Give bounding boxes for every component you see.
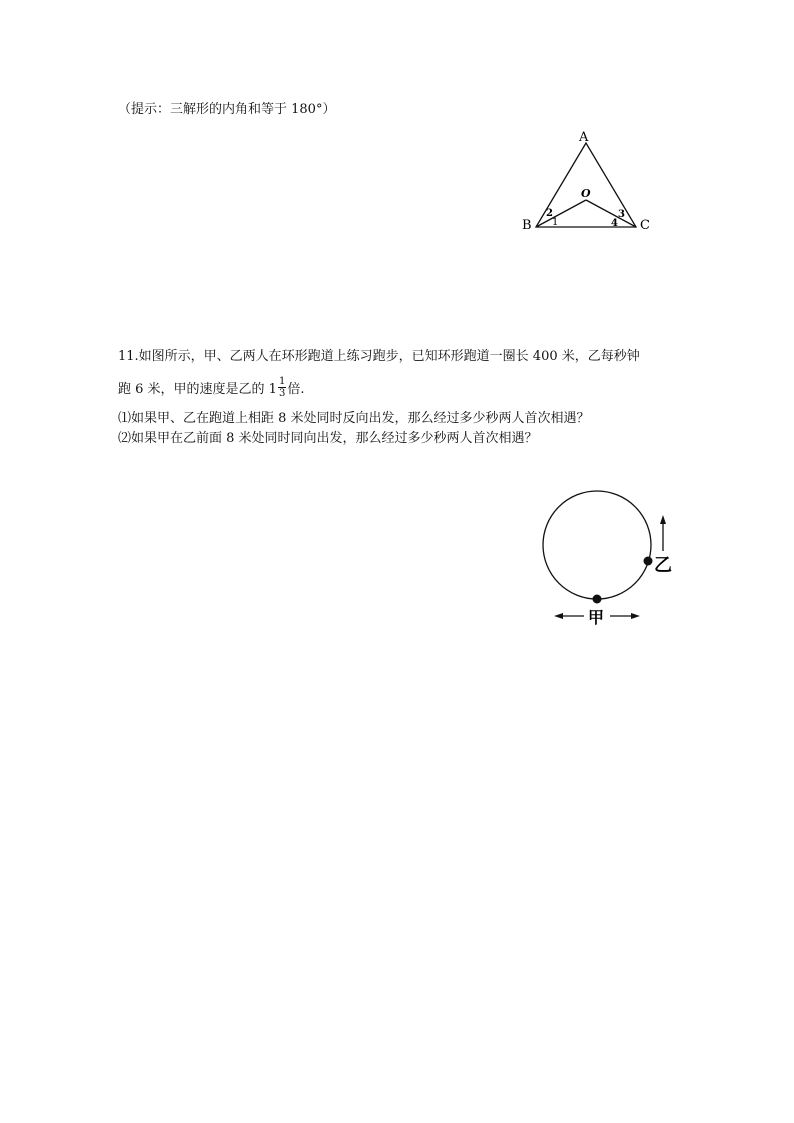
yi-direction-arrow-head [660, 515, 666, 524]
jia-right-arrow-head [631, 613, 640, 619]
track-circle [543, 491, 651, 599]
problem-11-question-1: ⑴如果甲、乙在跑道上相距 8 米处同时反向出发，那么经过多少秒两人首次相遇？ [118, 411, 590, 426]
triangle-diagram [515, 125, 660, 240]
fraction-numerator: 1 [278, 376, 286, 387]
vertex-a-label: A [579, 130, 589, 145]
jia-label: 甲 [588, 608, 605, 627]
problem-11-question-2: ⑵如果甲在乙前面 8 米处同时同向出发，那么经过多少秒两人首次相遇？ [118, 431, 538, 446]
jia-left-arrow-head [554, 613, 563, 619]
yi-position-dot [644, 557, 653, 566]
fraction-one-third [278, 376, 286, 399]
problem-11-line-2 [118, 378, 304, 401]
vertex-c-label: C [640, 218, 650, 233]
yi-label: 乙 [654, 555, 672, 576]
angle-1-label: 1 [552, 217, 559, 228]
hint-text: （提示：三解形的内角和等于 180°） [118, 102, 336, 117]
vertex-b-label: B [522, 218, 532, 233]
problem-11-line-2-before: 跑 6 米，甲的速度是乙的 1 [118, 382, 277, 397]
circular-track-diagram [530, 485, 680, 630]
angle-4-label: 4 [611, 218, 618, 229]
angle-2-label: 2 [546, 208, 553, 219]
problem-11-line-1: 11.如图所示，甲、乙两人在环形跑道上练习跑步，已知环形跑道一圈长 400 米，乙每秒钟 [118, 349, 640, 364]
jia-position-dot [593, 595, 602, 604]
fraction-denominator: 3 [278, 388, 286, 399]
angle-3-label: 3 [618, 209, 625, 220]
problem-11-line-2-after: 倍. [287, 382, 305, 397]
point-o-label: O [581, 187, 591, 200]
